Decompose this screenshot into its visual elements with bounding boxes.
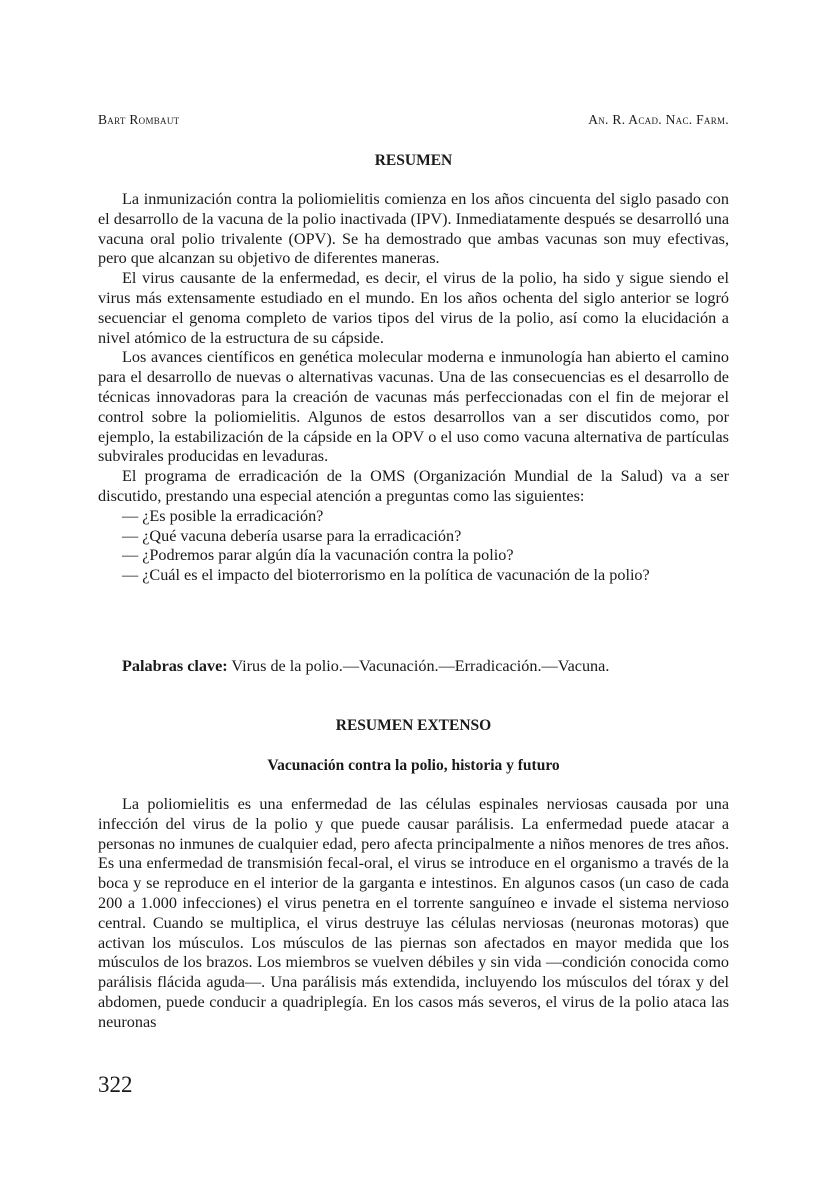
extenso-body	[98, 795, 729, 1033]
resumen-paragraph-3: Los avances científicos en genética molecular moderna e inmunología han abierto el camino para el desarrollo de nuevas o alternativas vacunas. Una de las consecuencias es el desarrollo de técnicas innovadoras para la creación de vacunas más perfeccionadas con el fin de mejorar el control sobre la poliomielitis. Algunos de estos desarrollos van a ser discutidos como, por ejemplo, la estabilización de la cápside en la OPV o el uso como vacuna alternativa de partículas subvirales producidas en levaduras.	[98, 348, 729, 466]
resumen-paragraph-1: La inmunización contra la poliomielitis comienza en los años cincuenta del siglo pasado con el desarrollo de la vacuna de la polio inactivada (IPV). Inmediatamente después se desarrolló una vacuna oral polio trivalente (OPV). Se ha demostrado que ambas vacunas son muy efectivas, pero que alcanzan su objetivo de diferentes maneras.	[98, 190, 729, 268]
resumen-extenso-heading: RESUMEN EXTENSO	[335, 717, 492, 734]
resumen-body	[98, 190, 729, 586]
keywords-text: Virus de la polio.—Vacunación.—Erradicación.—Vacuna.	[231, 657, 610, 675]
question-item-4: — ¿Cuál es el impacto del bioterrorismo en la política de vacunación de la polio?	[122, 566, 650, 585]
header-author: Bart Rombaut	[98, 112, 180, 127]
resumen-heading: RESUMEN	[374, 152, 453, 169]
resumen-paragraph-4: El programa de erradicación de la OMS (Organización Mundial de la Salud) va a ser discutido, prestando una especial atención a preguntas como las siguientes:	[98, 467, 729, 505]
keywords-line	[98, 657, 729, 677]
header-journal: An. R. Acad. Nac. Farm.	[588, 112, 729, 127]
section-subtitle: Vacunación contra la polio, historia y futuro	[267, 757, 560, 774]
resumen-paragraph-2: El virus causante de la enfermedad, es decir, el virus de la polio, ha sido y sigue siendo el virus más extensamente estudiado en el mundo. En los años ochenta del siglo anterior se logró secuenciar el genoma completo de varios tipos del virus de la polio, así como la elucidación a nivel atómico de la estructura de su cápside.	[98, 269, 729, 347]
question-item-2: — ¿Qué vacuna debería usarse para la erradicación?	[122, 526, 462, 545]
keywords-label: Palabras clave:	[122, 657, 228, 675]
question-item-1: — ¿Es posible la erradicación?	[122, 506, 324, 525]
page-number: 322	[98, 1072, 133, 1097]
question-item-3: — ¿Podremos parar algún día la vacunación contra la polio?	[122, 546, 514, 565]
extenso-paragraph: La poliomielitis es una enfermedad de las células espinales nerviosas causada por una infección del virus de la polio y que puede causar parálisis. La enfermedad puede atacar a personas no inmunes de cualquier edad, pero afecta principalmente a niños menores de tres años. Es una enfermedad de transmisión fecal-oral, el virus se introduce en el organismo a través de la boca y se reproduce en el interior de la garganta e intestinos. En algunos casos (un caso de cada 200 a 1.000 infecciones) el virus penetra en el torrente sanguíneo e invade el sistema nervioso central. Cuando se multiplica, el virus destruye las células nerviosas (neuronas motoras) que activan los músculos. Los músculos de las piernas son afectados en mayor medida que los músculos de los brazos. Los miembros se vuelven débiles y sin vida —condición conocida como parálisis flácida aguda—. Una parálisis más extendida, incluyendo los músculos del tórax y del abdomen, puede conducir a quadriplegía. En los casos más severos, el virus de la polio ataca las neuronas	[98, 795, 729, 1031]
running-header	[98, 112, 729, 132]
